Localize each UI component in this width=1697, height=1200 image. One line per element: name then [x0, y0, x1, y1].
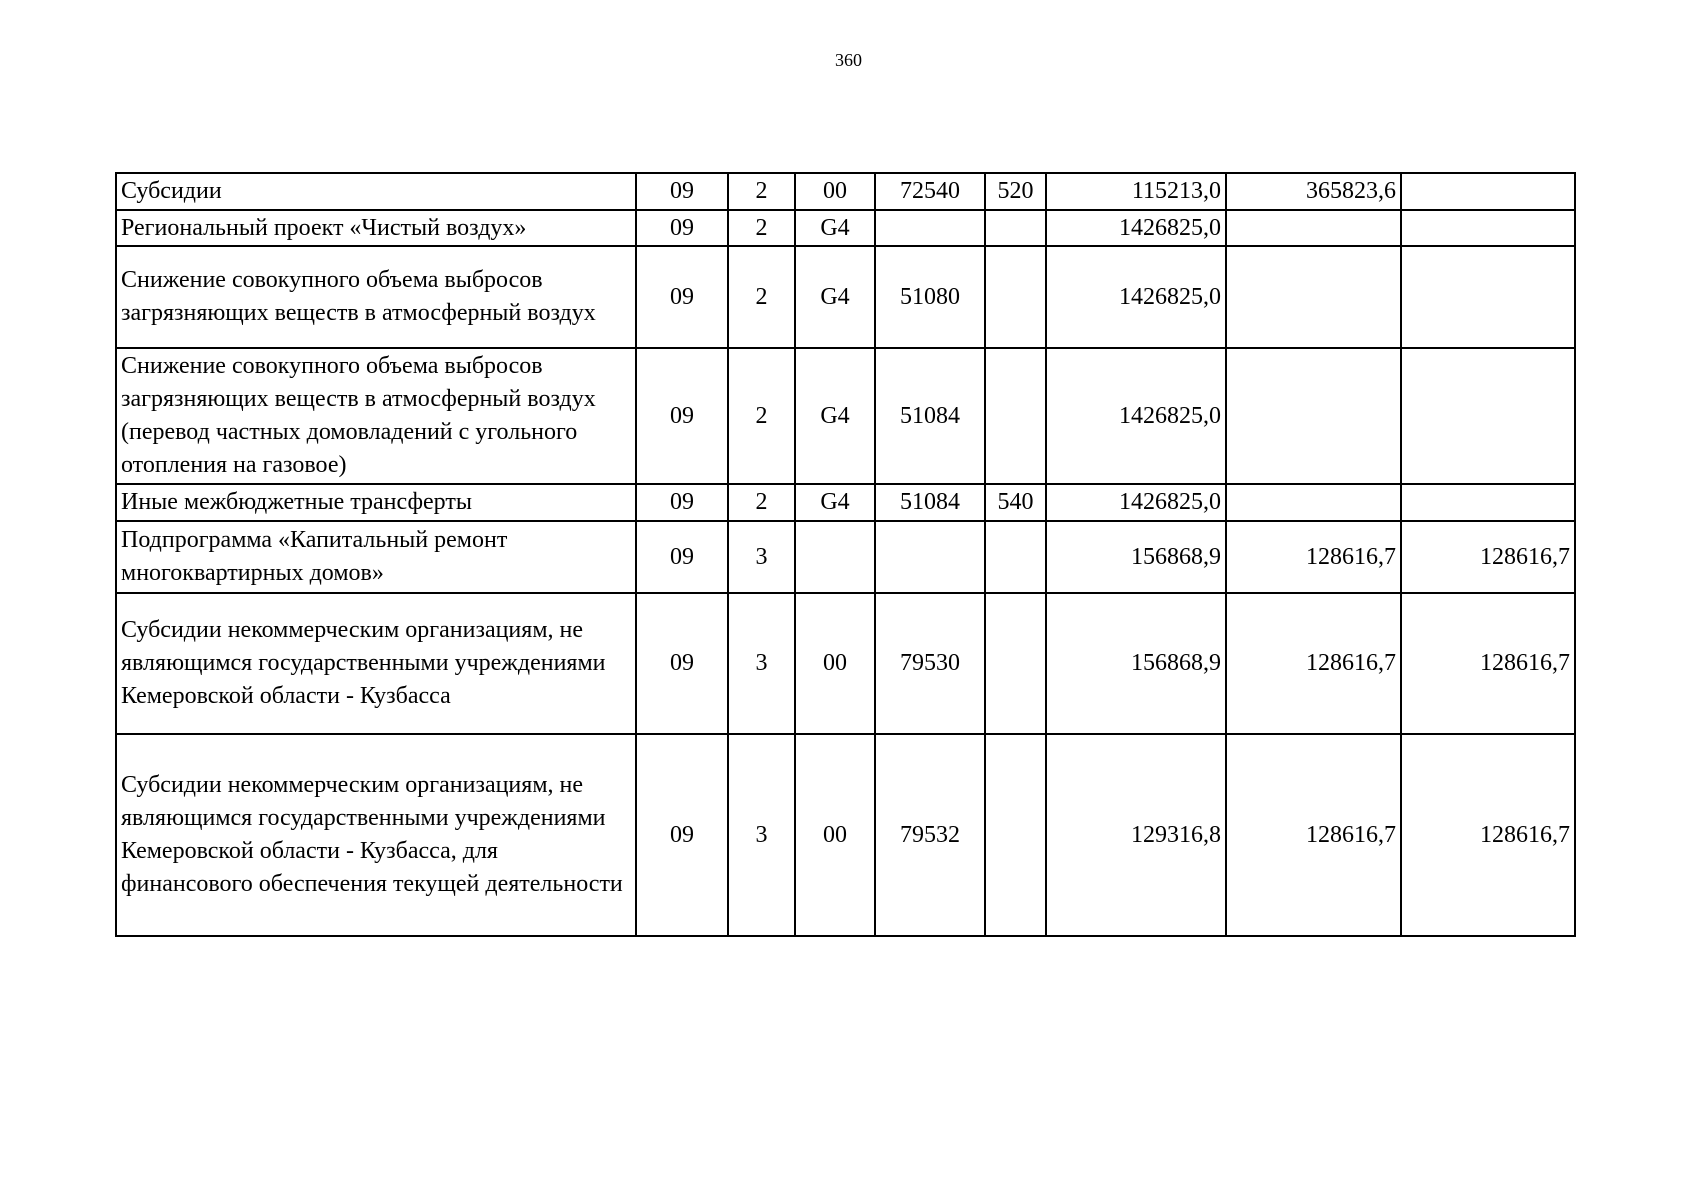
program-code: [795, 521, 875, 593]
amount-3: [1401, 173, 1575, 210]
section-code: 09: [636, 210, 728, 246]
subsection-code: 3: [728, 521, 795, 593]
expense-type-code: [985, 593, 1046, 734]
row-name: Иные межбюджетные трансферты: [116, 484, 636, 521]
expense-type-code: 540: [985, 484, 1046, 521]
table-row: [116, 484, 1575, 521]
row-name: Субсидии некоммерческим организациям, не являющимся государственными учреждениями Кемеровской области - Кузбасса: [116, 593, 636, 734]
program-code: 00: [795, 173, 875, 210]
expense-type-code: [985, 348, 1046, 484]
expense-type-code: [985, 521, 1046, 593]
amount-1: 156868,9: [1046, 521, 1226, 593]
amount-3: [1401, 246, 1575, 348]
expense-type-code: [985, 734, 1046, 936]
table-row: [116, 521, 1575, 593]
amount-2: [1226, 348, 1401, 484]
amount-1: 115213,0: [1046, 173, 1226, 210]
row-name: Субсидии некоммерческим организациям, не являющимся государственными учреждениями Кемеровской области - Кузбасса, для финансового обеспечения текущей деятельности: [116, 734, 636, 936]
subsection-code: 2: [728, 173, 795, 210]
section-code: 09: [636, 521, 728, 593]
amount-2: 128616,7: [1226, 734, 1401, 936]
table-row: [116, 593, 1575, 734]
section-code: 09: [636, 173, 728, 210]
amount-3: 128616,7: [1401, 593, 1575, 734]
amount-2: [1226, 484, 1401, 521]
direction-code: [875, 521, 985, 593]
amount-3: 128616,7: [1401, 521, 1575, 593]
section-code: 09: [636, 593, 728, 734]
table-row: [116, 173, 1575, 210]
program-code: G4: [795, 348, 875, 484]
section-code: 09: [636, 484, 728, 521]
row-name: Субсидии: [116, 173, 636, 210]
program-code: 00: [795, 593, 875, 734]
amount-3: [1401, 210, 1575, 246]
subsection-code: 3: [728, 593, 795, 734]
section-code: 09: [636, 734, 728, 936]
amount-2: 128616,7: [1226, 521, 1401, 593]
amount-1: 156868,9: [1046, 593, 1226, 734]
direction-code: 51084: [875, 348, 985, 484]
subsection-code: 3: [728, 734, 795, 936]
direction-code: 79530: [875, 593, 985, 734]
row-name: Снижение совокупного объема выбросов загрязняющих веществ в атмосферный воздух: [116, 246, 636, 348]
table-row: [116, 734, 1575, 936]
subsection-code: 2: [728, 246, 795, 348]
section-code: 09: [636, 348, 728, 484]
amount-2: 365823,6: [1226, 173, 1401, 210]
expense-type-code: [985, 210, 1046, 246]
expense-type-code: [985, 246, 1046, 348]
expense-type-code: 520: [985, 173, 1046, 210]
amount-1: 129316,8: [1046, 734, 1226, 936]
direction-code: [875, 210, 985, 246]
row-name: Снижение совокупного объема выбросов загрязняющих веществ в атмосферный воздух (перевод частных домовладений с угольного отопления на газовое): [116, 348, 636, 484]
program-code: G4: [795, 246, 875, 348]
program-code: G4: [795, 484, 875, 521]
direction-code: 51084: [875, 484, 985, 521]
row-name: Региональный проект «Чистый воздух»: [116, 210, 636, 246]
table-row: [116, 210, 1575, 246]
amount-1: 1426825,0: [1046, 210, 1226, 246]
amount-1: 1426825,0: [1046, 246, 1226, 348]
section-code: 09: [636, 246, 728, 348]
direction-code: 72540: [875, 173, 985, 210]
table-row: [116, 246, 1575, 348]
amount-2: [1226, 246, 1401, 348]
budget-table: [115, 172, 1576, 937]
page-number: 360: [835, 50, 862, 70]
amount-3: [1401, 484, 1575, 521]
subsection-code: 2: [728, 348, 795, 484]
amount-2: 128616,7: [1226, 593, 1401, 734]
amount-1: 1426825,0: [1046, 484, 1226, 521]
direction-code: 51080: [875, 246, 985, 348]
row-name: Подпрограмма «Капитальный ремонт многоквартирных домов»: [116, 521, 636, 593]
subsection-code: 2: [728, 210, 795, 246]
amount-2: [1226, 210, 1401, 246]
table-row: [116, 348, 1575, 484]
amount-3: [1401, 348, 1575, 484]
program-code: 00: [795, 734, 875, 936]
amount-3: 128616,7: [1401, 734, 1575, 936]
direction-code: 79532: [875, 734, 985, 936]
program-code: G4: [795, 210, 875, 246]
amount-1: 1426825,0: [1046, 348, 1226, 484]
subsection-code: 2: [728, 484, 795, 521]
